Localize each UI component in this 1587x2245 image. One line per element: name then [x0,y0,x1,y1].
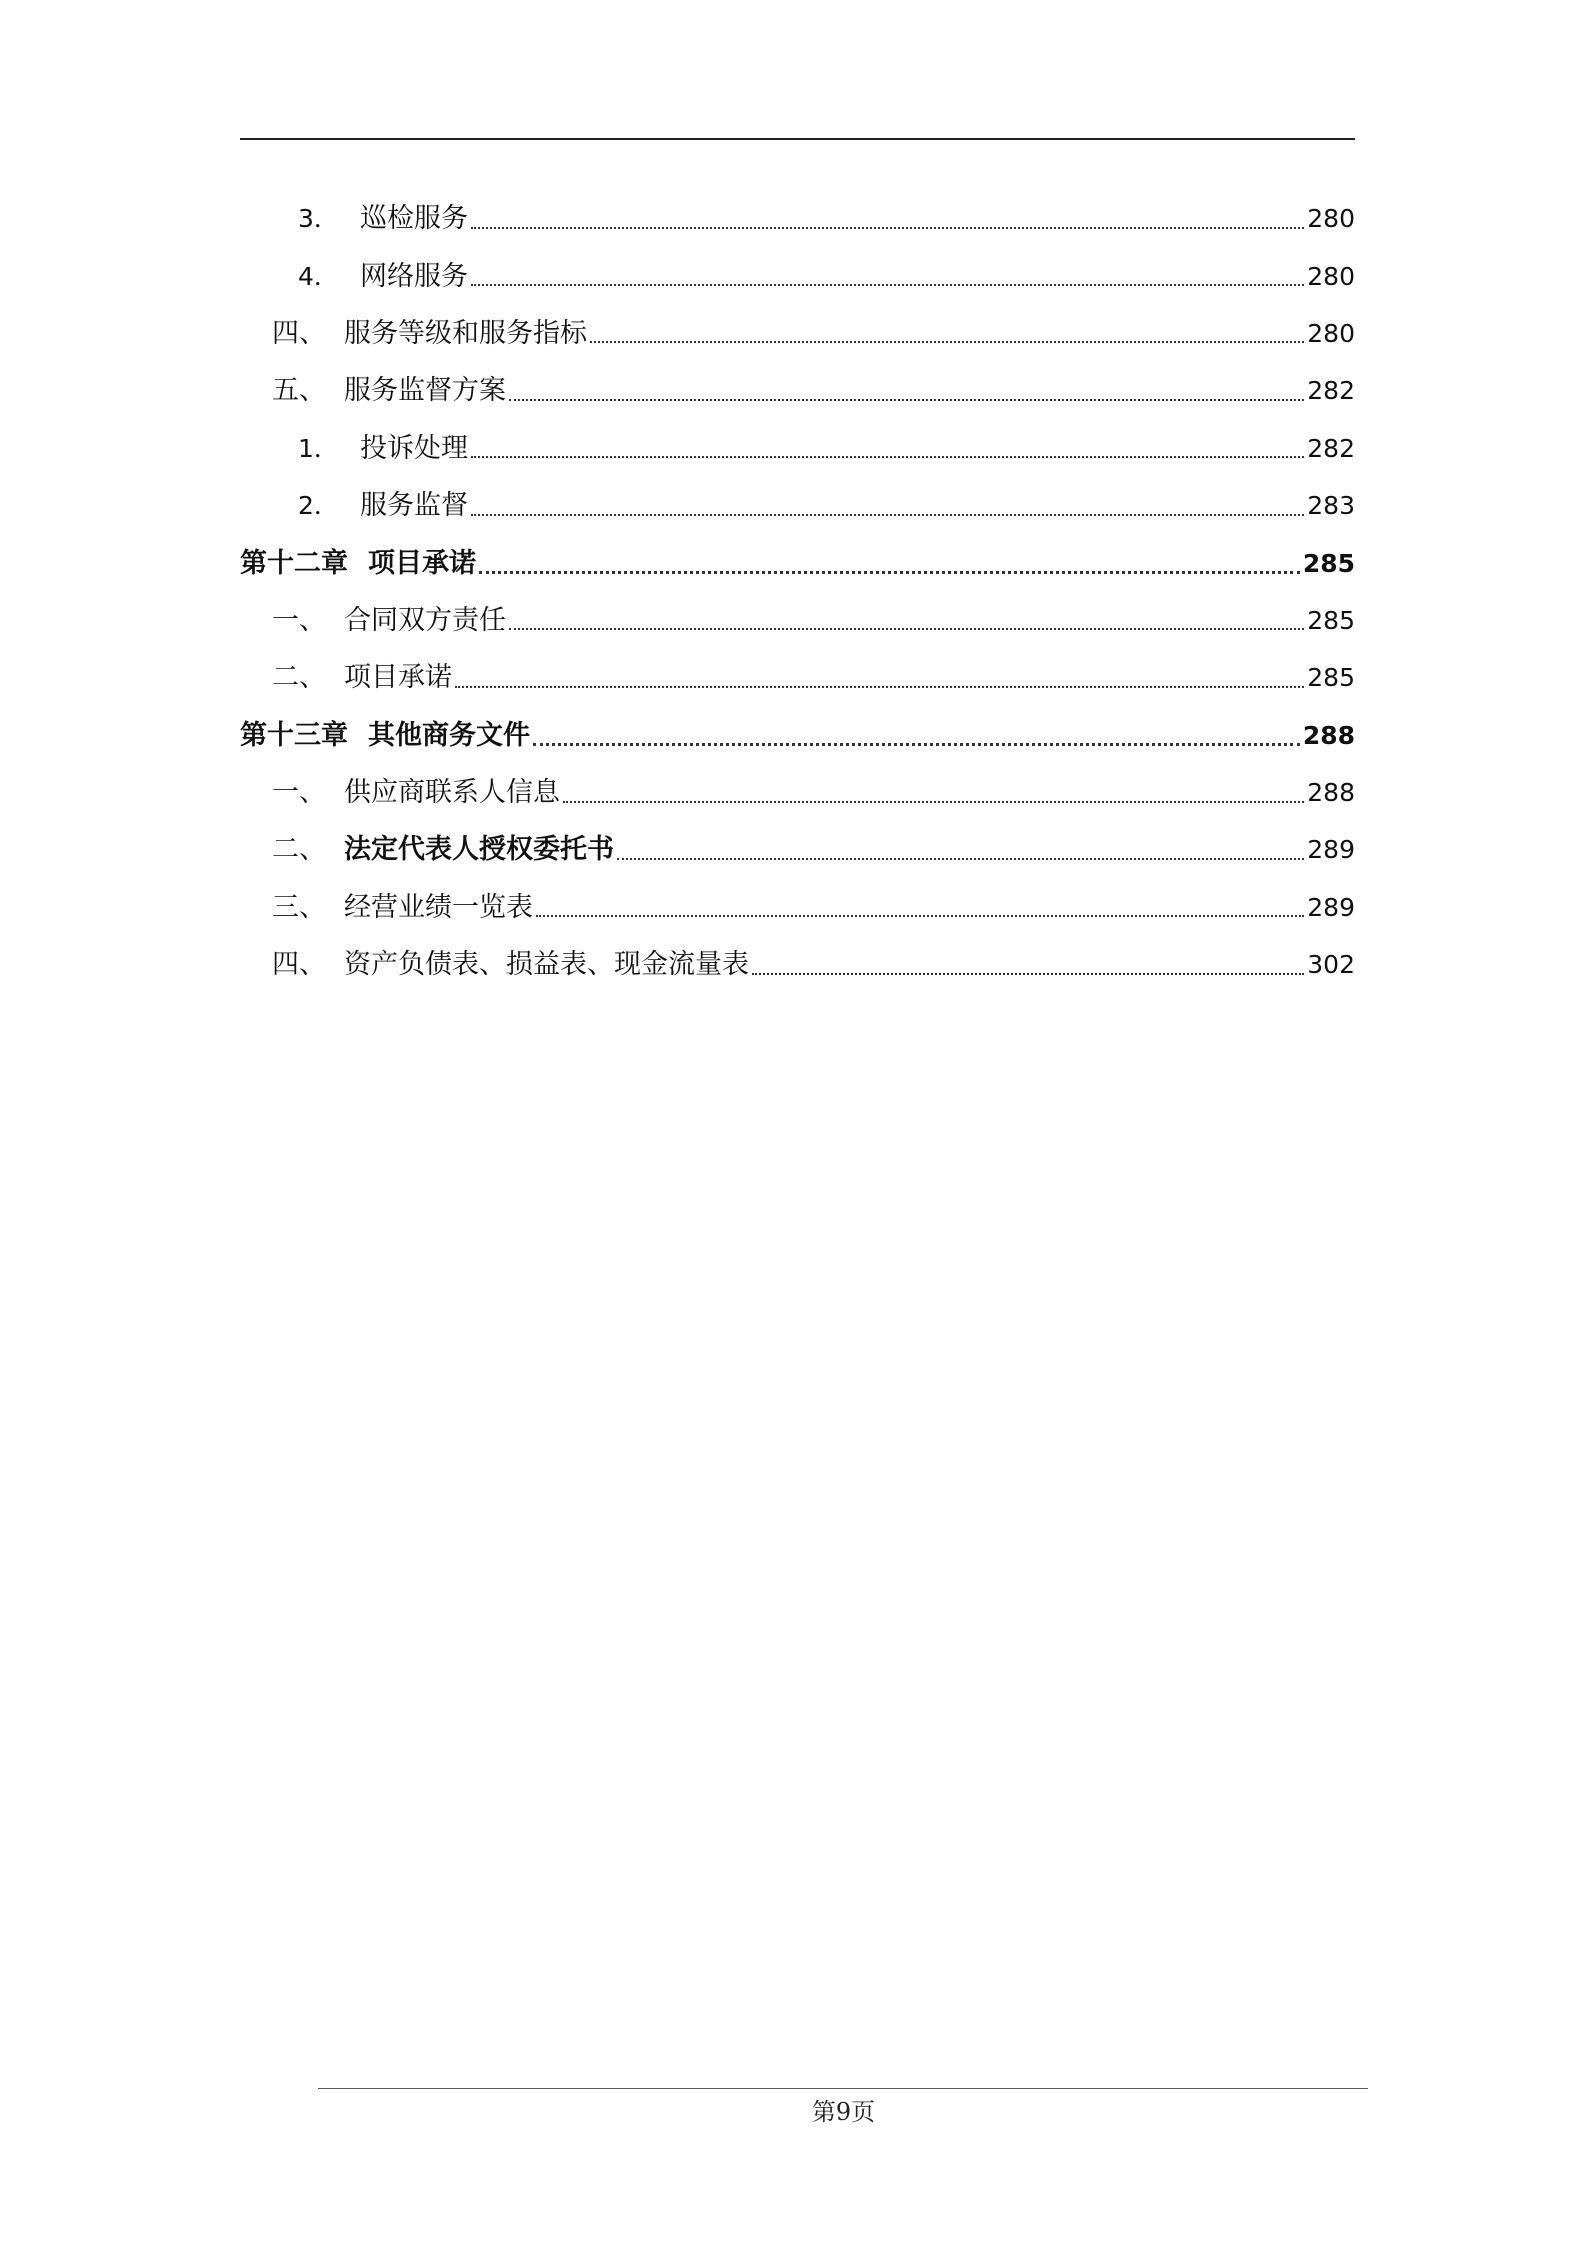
header-rule [240,138,1355,140]
toc-entry-page: 285 [1307,605,1355,635]
toc-entry-title: 网络服务 [360,260,468,292]
toc-entry[interactable] [240,247,1355,304]
toc-entry-page: 280 [1307,318,1355,348]
footer-rule [318,2088,1368,2089]
toc-entry-title: 其他商务文件 [368,719,530,751]
toc-dot-leader [455,686,1304,688]
toc-dot-leader [533,743,1300,746]
toc-entry-title: 供应商联系人信息 [344,777,560,809]
toc-entry-number: 二、 [272,834,326,866]
toc-entry-page: 280 [1307,261,1355,291]
toc-entry-number: 四、 [272,949,326,981]
toc-entry-number: 第十二章 [240,547,348,579]
toc-dot-leader [752,973,1304,975]
toc-dot-leader [509,399,1304,401]
toc-entry-title: 投诉处理 [360,432,468,464]
toc-entry[interactable] [240,821,1355,878]
toc-entry[interactable] [240,649,1355,706]
toc-dot-leader [471,284,1304,286]
table-of-contents [240,190,1355,993]
toc-entry[interactable] [240,477,1355,534]
toc-dot-leader [617,858,1304,860]
toc-entry[interactable] [240,707,1355,764]
toc-entry-page: 289 [1307,835,1355,865]
toc-dot-leader [563,801,1304,803]
toc-dot-leader [471,227,1304,229]
toc-entry-number: 一、 [272,777,326,809]
toc-entry-number: 3． [298,204,339,234]
toc-entry[interactable] [240,420,1355,477]
toc-entry-page: 288 [1302,720,1355,750]
toc-entry-page: 289 [1307,892,1355,922]
toc-entry[interactable] [240,190,1355,247]
toc-dot-leader [509,628,1304,630]
toc-entry-title: 合同双方责任 [344,604,506,636]
toc-entry-number: 2． [298,491,339,521]
toc-dot-leader [471,514,1304,516]
toc-dot-leader [536,915,1304,917]
toc-entry-page: 302 [1307,950,1355,980]
toc-entry-page: 282 [1307,376,1355,406]
toc-entry-number: 三、 [272,891,326,923]
toc-entry-title: 项目承诺 [344,662,452,694]
toc-entry-title: 巡检服务 [360,203,468,235]
toc-entry-title: 服务监督 [360,490,468,522]
toc-entry-page: 283 [1307,491,1355,521]
toc-entry[interactable] [240,534,1355,591]
toc-entry[interactable] [240,764,1355,821]
page-number-footer [0,2092,1587,2127]
toc-dot-leader [479,571,1300,574]
toc-entry-number: 第十三章 [240,719,348,751]
toc-entry[interactable] [240,362,1355,419]
toc-entry-title: 服务监督方案 [344,375,506,407]
toc-entry-title: 服务等级和服务指标 [344,317,587,349]
toc-entry-page: 285 [1302,548,1355,578]
toc-entry-number: 1． [298,433,339,463]
toc-entry-title: 项目承诺 [368,547,476,579]
toc-entry[interactable] [240,879,1355,936]
toc-entry-title: 资产负债表、损益表、现金流量表 [344,949,749,981]
toc-entry[interactable] [240,936,1355,993]
toc-entry-number: 一、 [272,604,326,636]
toc-entry-number: 4． [298,261,339,291]
toc-dot-leader [471,456,1304,458]
toc-entry-page: 285 [1307,663,1355,693]
toc-dot-leader [590,341,1304,343]
toc-entry[interactable] [240,592,1355,649]
toc-entry[interactable] [240,305,1355,362]
toc-entry-title: 法定代表人授权委托书 [344,834,614,866]
toc-entry-number: 二、 [272,662,326,694]
toc-entry-page: 280 [1307,204,1355,234]
page-number-label: 第9页 [811,2098,876,2126]
toc-entry-page: 288 [1307,778,1355,808]
toc-entry-page: 282 [1307,433,1355,463]
toc-entry-number: 四、 [272,317,326,349]
toc-entry-title: 经营业绩一览表 [344,891,533,923]
toc-entry-number: 五、 [272,375,326,407]
